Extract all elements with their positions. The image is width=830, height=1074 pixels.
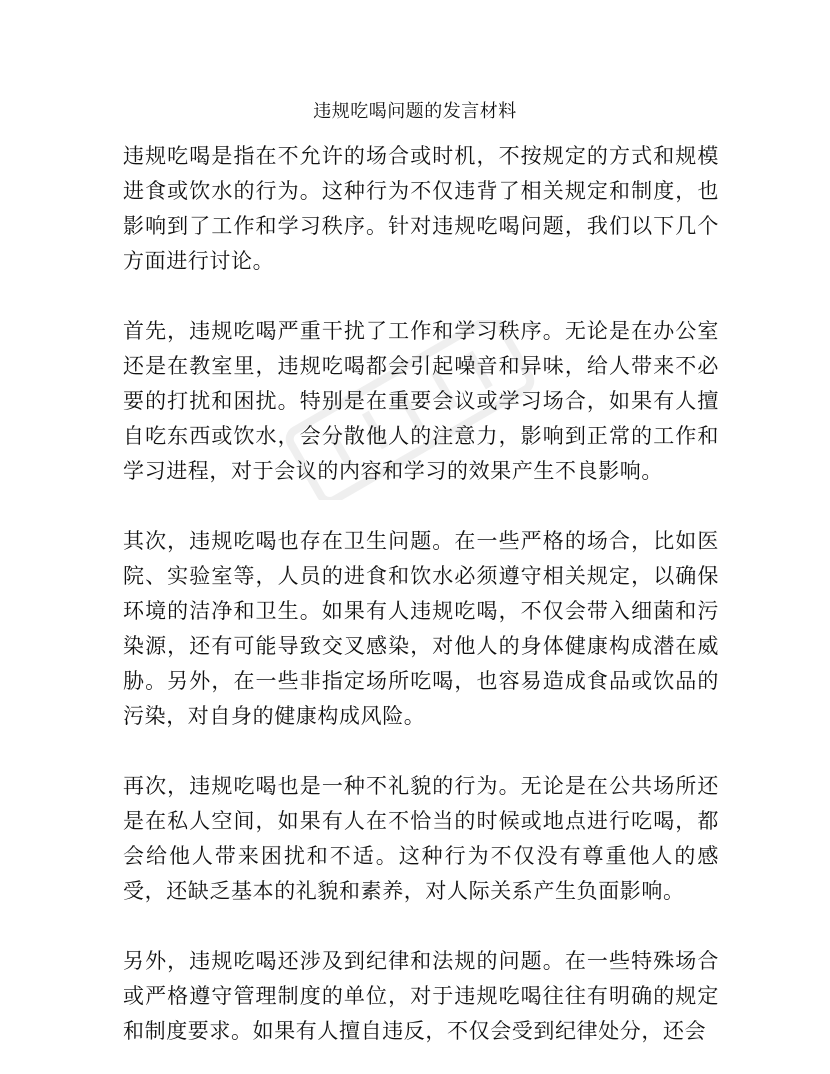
document-body xyxy=(123,139,719,1049)
paragraph-third: 再次，违规吃喝也是一种不礼貌的行为。无论是在公共场所还是在私人空间，如果有人在不恰当的时候或地点进行吃喝，都会给他人带来困扰和不适。这种行为不仅没有尊重他人的感受，还缺乏基本的礼貌和素养，对人际关系产生负面影响。 xyxy=(123,774,719,903)
paragraph-intro: 违规吃喝是指在不允许的场合或时机，不按规定的方式和规模进食或饮水的行为。这种行为不仅违背了相关规定和制度，也影响到了工作和学习秩序。针对违规吃喝问题，我们以下几个方面进行讨论。 xyxy=(123,144,719,273)
document-title: 违规吃喝问题的发言材料 xyxy=(313,101,517,122)
paragraph-fourth: 另外，违规吃喝还涉及到纪律和法规的问题。在一些特殊场合或严格遵守管理制度的单位，对于违规吃喝往往有明确的规定和制度要求。如果有人擅自违反，不仅会受到纪律处分，还会 xyxy=(123,949,719,1043)
paragraph-first: 首先，违规吃喝严重干扰了工作和学习秩序。无论是在办公室还是在教室里，违规吃喝都会引起噪音和异味，给人带来不必要的打扰和困扰。特别是在重要会议或学习场合，如果有人擅自吃东西或饮水，会分散他人的注意力，影响到正常的工作和学习进程，对于会议的内容和学习的效果产生不良影响。 xyxy=(123,319,719,483)
paragraph-second: 其次，违规吃喝也存在卫生问题。在一些严格的场合，比如医院、实验室等，人员的进食和饮水必须遵守相关规定，以确保环境的洁净和卫生。如果有人违规吃喝，不仅会带入细菌和污染源，还有可能导致交叉感染，对他人的身体健康构成潜在威胁。另外，在一些非指定场所吃喝，也容易造成食品或饮品的污染，对自身的健康构成风险。 xyxy=(123,529,719,728)
